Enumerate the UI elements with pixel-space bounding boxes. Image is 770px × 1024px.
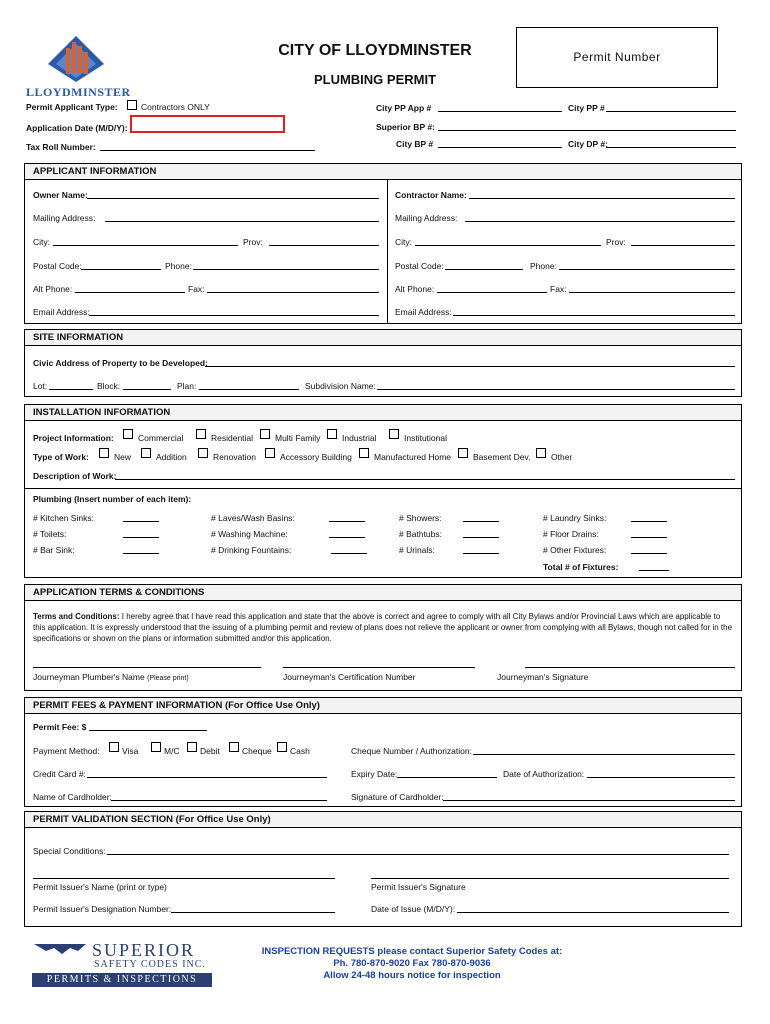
other-fixtures-field[interactable] [631, 553, 667, 554]
other-work-label: Other [551, 452, 573, 462]
installation-section [24, 404, 742, 578]
owner-name-label: Owner Name: [33, 190, 88, 200]
lot-label: Lot: [33, 381, 48, 391]
date-of-issue-label: Date of Issue (M/D/Y): [371, 904, 456, 914]
contractor-phone-label: Phone: [530, 261, 557, 271]
inspection-line-1: INSPECTION REQUESTS please contact Superior Safety Codes at: [261, 946, 563, 957]
installation-heading: INSTALLATION INFORMATION [25, 405, 741, 421]
kitchen-sinks-label: # Kitchen Sinks: [33, 513, 94, 523]
new-checkbox[interactable] [99, 448, 109, 458]
applicant-type-label: Permit Applicant Type: [26, 102, 118, 112]
applicant-heading: APPLICANT INFORMATION [25, 164, 741, 180]
superior-bp-field[interactable] [438, 130, 736, 131]
floor-drains-label: # Floor Drains: [543, 529, 599, 539]
page-subtitle: PLUMBING PERMIT [313, 72, 437, 87]
other-fixtures-label: # Other Fixtures: [543, 545, 607, 555]
contractor-city-field[interactable] [415, 245, 601, 246]
lot-field[interactable] [49, 389, 93, 390]
designation-field[interactable] [171, 912, 335, 913]
contractor-email-field[interactable] [453, 315, 735, 316]
commercial-checkbox[interactable] [123, 429, 133, 439]
debit-label: Debit [200, 746, 220, 756]
credit-card-label: Credit Card #: [33, 769, 86, 779]
showers-label: # Showers: [399, 513, 442, 523]
terms-text: I hereby agree that I have read this application and state that the above is correct and agree to comply with all City Bylaws and/or Provincial Laws which are applicable to this application. It is expressly understood that the issuing of a plumbing permit and review of plans does not relieve the applicant or owner from complying with all Bylaws, though not called for in the specifications or shown on the plans or information submitted and/or this application. [33, 612, 733, 643]
city-logo-icon [26, 34, 126, 82]
city-pp-app-label: City PP App # [376, 103, 432, 113]
contractor-prov-field[interactable] [631, 245, 735, 246]
multi-family-checkbox[interactable] [260, 429, 270, 439]
type-of-work-label: Type of Work: [33, 452, 89, 462]
urinals-field[interactable] [463, 553, 499, 554]
terms-heading: APPLICATION TERMS & CONDITIONS [25, 585, 741, 601]
contractors-only-checkbox[interactable] [127, 100, 137, 110]
applicant-section [24, 163, 742, 324]
contractor-postal-field[interactable] [445, 269, 523, 270]
city-pp-label: City PP # [568, 103, 605, 113]
please-print-text: (Please print) [147, 675, 189, 682]
mc-checkbox[interactable] [151, 742, 161, 752]
city-logo [26, 34, 131, 99]
total-fixtures-field[interactable] [639, 570, 669, 571]
city-dp-field[interactable] [606, 147, 736, 148]
debit-checkbox[interactable] [187, 742, 197, 752]
description-field[interactable] [115, 479, 735, 480]
cardholder-field[interactable] [111, 800, 327, 801]
permit-fee-label: Permit Fee: $ [33, 722, 87, 732]
block-label: Block: [97, 381, 121, 391]
owner-alt-phone-field[interactable] [75, 292, 185, 293]
designation-label: Permit Issuer's Designation Number: [33, 904, 172, 914]
owner-fax-field[interactable] [207, 292, 379, 293]
renovation-checkbox[interactable] [198, 448, 208, 458]
issuer-name-label: Permit Issuer's Name (print or type) [33, 882, 167, 892]
addition-label: Addition [156, 452, 187, 462]
fees-section [24, 697, 742, 807]
mc-label: M/C [164, 746, 180, 756]
city-pp-field[interactable] [606, 111, 736, 112]
city-bp-field[interactable] [438, 147, 562, 148]
civic-address-label: Civic Address of Property to be Developed: [33, 358, 208, 368]
contractor-postal-label: Postal Code: [395, 261, 444, 271]
cardholder-label: Name of Cardholder: [33, 792, 112, 802]
applicant-divider [387, 180, 388, 324]
owner-prov-field[interactable] [269, 245, 379, 246]
multi-family-label: Multi Family [275, 433, 321, 443]
civic-address-field[interactable] [205, 366, 735, 367]
residential-checkbox[interactable] [196, 429, 206, 439]
plan-field[interactable] [199, 389, 299, 390]
page-title: CITY OF LLOYDMINSTER [278, 42, 472, 59]
owner-city-label: City: [33, 237, 50, 247]
special-conditions-label: Special Conditions: [33, 846, 106, 856]
contractor-phone-field[interactable] [559, 269, 735, 270]
owner-postal-field[interactable] [81, 269, 161, 270]
description-label: Description of Work: [33, 471, 117, 481]
certification-field[interactable] [283, 667, 475, 668]
terms-paragraph [33, 611, 733, 644]
payment-method-label: Payment Method: [33, 746, 100, 756]
journeyman-signature-field[interactable] [525, 667, 735, 668]
contractor-mailing-field[interactable] [465, 221, 735, 222]
subdivision-field[interactable] [377, 389, 735, 390]
basement-label: Basement Dev. [473, 452, 531, 462]
washing-field[interactable] [329, 537, 365, 538]
application-date-field[interactable] [130, 115, 285, 133]
certification-label: Journeyman's Certification Number [283, 672, 416, 682]
expiry-field[interactable] [397, 777, 497, 778]
basement-checkbox[interactable] [458, 448, 468, 458]
manufactured-checkbox[interactable] [359, 448, 369, 458]
bar-sink-label: # Bar Sink: [33, 545, 75, 555]
superior-bp-label: Superior BP #: [376, 122, 435, 132]
special-conditions-field[interactable] [107, 854, 729, 855]
project-info-label: Project Information: [33, 433, 114, 443]
fees-heading: PERMIT FEES & PAYMENT INFORMATION (For Office Use Only) [25, 698, 741, 714]
toilets-label: # Toilets: [33, 529, 67, 539]
owner-phone-field[interactable] [193, 269, 379, 270]
site-heading: SITE INFORMATION [25, 330, 741, 346]
city-pp-app-field[interactable] [438, 111, 562, 112]
date-auth-label: Date of Authorization: [503, 769, 585, 779]
floor-drains-field[interactable] [631, 537, 667, 538]
city-bp-label: City BP # [396, 139, 434, 149]
validation-section [24, 811, 742, 927]
journeyman-signature-label: Journeyman's Signature [497, 672, 589, 682]
contractor-alt-phone-label: Alt Phone: [395, 284, 435, 294]
date-of-issue-field[interactable] [457, 912, 729, 913]
bathtubs-field[interactable] [463, 537, 499, 538]
cheque-number-field[interactable] [473, 754, 735, 755]
institutional-checkbox[interactable] [389, 429, 399, 439]
contractor-fax-label: Fax: [550, 284, 567, 294]
inspection-line-2: Ph. 780-870-9020 Fax 780-870-9036 [333, 958, 491, 969]
issuer-signature-field[interactable] [371, 878, 729, 879]
owner-phone-label: Phone: [165, 261, 192, 271]
showers-field[interactable] [463, 521, 499, 522]
expiry-label: Expiry Date: [351, 769, 398, 779]
accessory-label: Accessory Building [280, 452, 352, 462]
permit-number-label: Permit Number [573, 50, 661, 64]
tax-roll-label: Tax Roll Number: [26, 142, 96, 152]
owner-prov-label: Prov: [243, 237, 263, 247]
plumbing-heading: Plumbing (Insert number of each item): [33, 494, 192, 504]
validation-heading: PERMIT VALIDATION SECTION (For Office Use Only) [25, 812, 741, 828]
contractor-mailing-label: Mailing Address: [395, 213, 458, 223]
cheque-label: Cheque [242, 746, 272, 756]
drinking-field[interactable] [331, 553, 367, 554]
residential-label: Residential [211, 433, 254, 443]
subdivision-label: Subdivision Name: [305, 381, 376, 391]
bathtubs-label: # Bathtubs: [399, 529, 443, 539]
journeyman-name-field[interactable] [33, 667, 261, 668]
superior-logo [32, 940, 214, 988]
cheque-number-label: Cheque Number / Authorization: [351, 746, 472, 756]
contractor-name-field[interactable] [469, 198, 735, 199]
laundry-field[interactable] [631, 521, 667, 522]
journeyman-name-text: Journeyman Plumber's Name [33, 672, 145, 682]
manufactured-label: Manufactured Home [374, 452, 452, 462]
permits-banner: PERMITS & INSPECTIONS [32, 973, 212, 987]
owner-email-label: Email Address: [33, 307, 90, 317]
owner-fax-label: Fax: [188, 284, 205, 294]
toilets-field[interactable] [123, 537, 159, 538]
inspection-line-3: Allow 24-48 hours notice for inspection [323, 970, 501, 981]
accessory-checkbox[interactable] [265, 448, 275, 458]
terms-label: Terms and Conditions: [33, 612, 120, 621]
issuer-signature-label: Permit Issuer's Signature [371, 882, 466, 892]
contractor-email-label: Email Address: [395, 307, 452, 317]
owner-alt-phone-label: Alt Phone: [33, 284, 73, 294]
laves-field[interactable] [329, 521, 365, 522]
industrial-label: Industrial [342, 433, 377, 443]
addition-checkbox[interactable] [141, 448, 151, 458]
renovation-label: Renovation [213, 452, 257, 462]
owner-city-field[interactable] [53, 245, 238, 246]
kitchen-sinks-field[interactable] [123, 521, 159, 522]
visa-checkbox[interactable] [109, 742, 119, 752]
owner-mailing-field[interactable] [105, 221, 379, 222]
institutional-label: Institutional [404, 433, 447, 443]
contractor-fax-field[interactable] [569, 292, 735, 293]
cash-checkbox[interactable] [277, 742, 287, 752]
superior-subtitle: SAFETY CODES INC. [94, 959, 206, 970]
owner-email-field[interactable] [89, 315, 379, 316]
city-dp-label: City DP #: [568, 139, 608, 149]
journeyman-name-label [33, 672, 189, 684]
cardholder-signature-label: Signature of Cardholder: [351, 792, 444, 802]
urinals-label: # Urinals: [399, 545, 435, 555]
contractor-prov-label: Prov: [606, 237, 626, 247]
plumbing-divider [25, 488, 741, 489]
cardholder-signature-field[interactable] [443, 800, 735, 801]
owner-name-field[interactable] [87, 198, 379, 199]
issuer-name-field[interactable] [33, 878, 335, 879]
tax-roll-field[interactable] [100, 150, 315, 151]
credit-card-field[interactable] [87, 777, 327, 778]
cash-label: Cash [290, 746, 310, 756]
application-date-label: Application Date (M/D/Y): [26, 123, 128, 133]
date-auth-field[interactable] [587, 777, 735, 778]
commercial-label: Commercial [138, 433, 184, 443]
laundry-label: # Laundry Sinks: [543, 513, 607, 523]
bar-sink-field[interactable] [123, 553, 159, 554]
superior-swoosh-icon [32, 942, 88, 958]
permit-number-box[interactable] [516, 27, 718, 88]
site-section [24, 329, 742, 397]
contractors-only-label: Contractors ONLY [141, 102, 210, 112]
block-field[interactable] [123, 389, 171, 390]
permit-fee-field[interactable] [89, 730, 207, 731]
washing-label: # Washing Machine: [211, 529, 288, 539]
owner-postal-label: Postal Code: [33, 261, 82, 271]
other-work-checkbox[interactable] [536, 448, 546, 458]
visa-label: Visa [122, 746, 139, 756]
drinking-label: # Drinking Fountains: [211, 545, 292, 555]
new-label: New [114, 452, 132, 462]
inspection-note [240, 946, 584, 982]
total-fixtures-label: Total # of Fixtures: [543, 562, 619, 572]
superior-name: SUPERIOR [92, 940, 196, 960]
logo-text: LLOYDMINSTER [26, 85, 131, 99]
industrial-checkbox[interactable] [327, 429, 337, 439]
contractor-city-label: City: [395, 237, 412, 247]
cheque-checkbox[interactable] [229, 742, 239, 752]
contractor-name-label: Contractor Name: [395, 190, 467, 200]
owner-mailing-label: Mailing Address: [33, 213, 96, 223]
plan-label: Plan: [177, 381, 197, 391]
contractor-alt-phone-field[interactable] [437, 292, 547, 293]
laves-label: # Laves/Wash Basins: [211, 513, 295, 523]
terms-section [24, 584, 742, 691]
